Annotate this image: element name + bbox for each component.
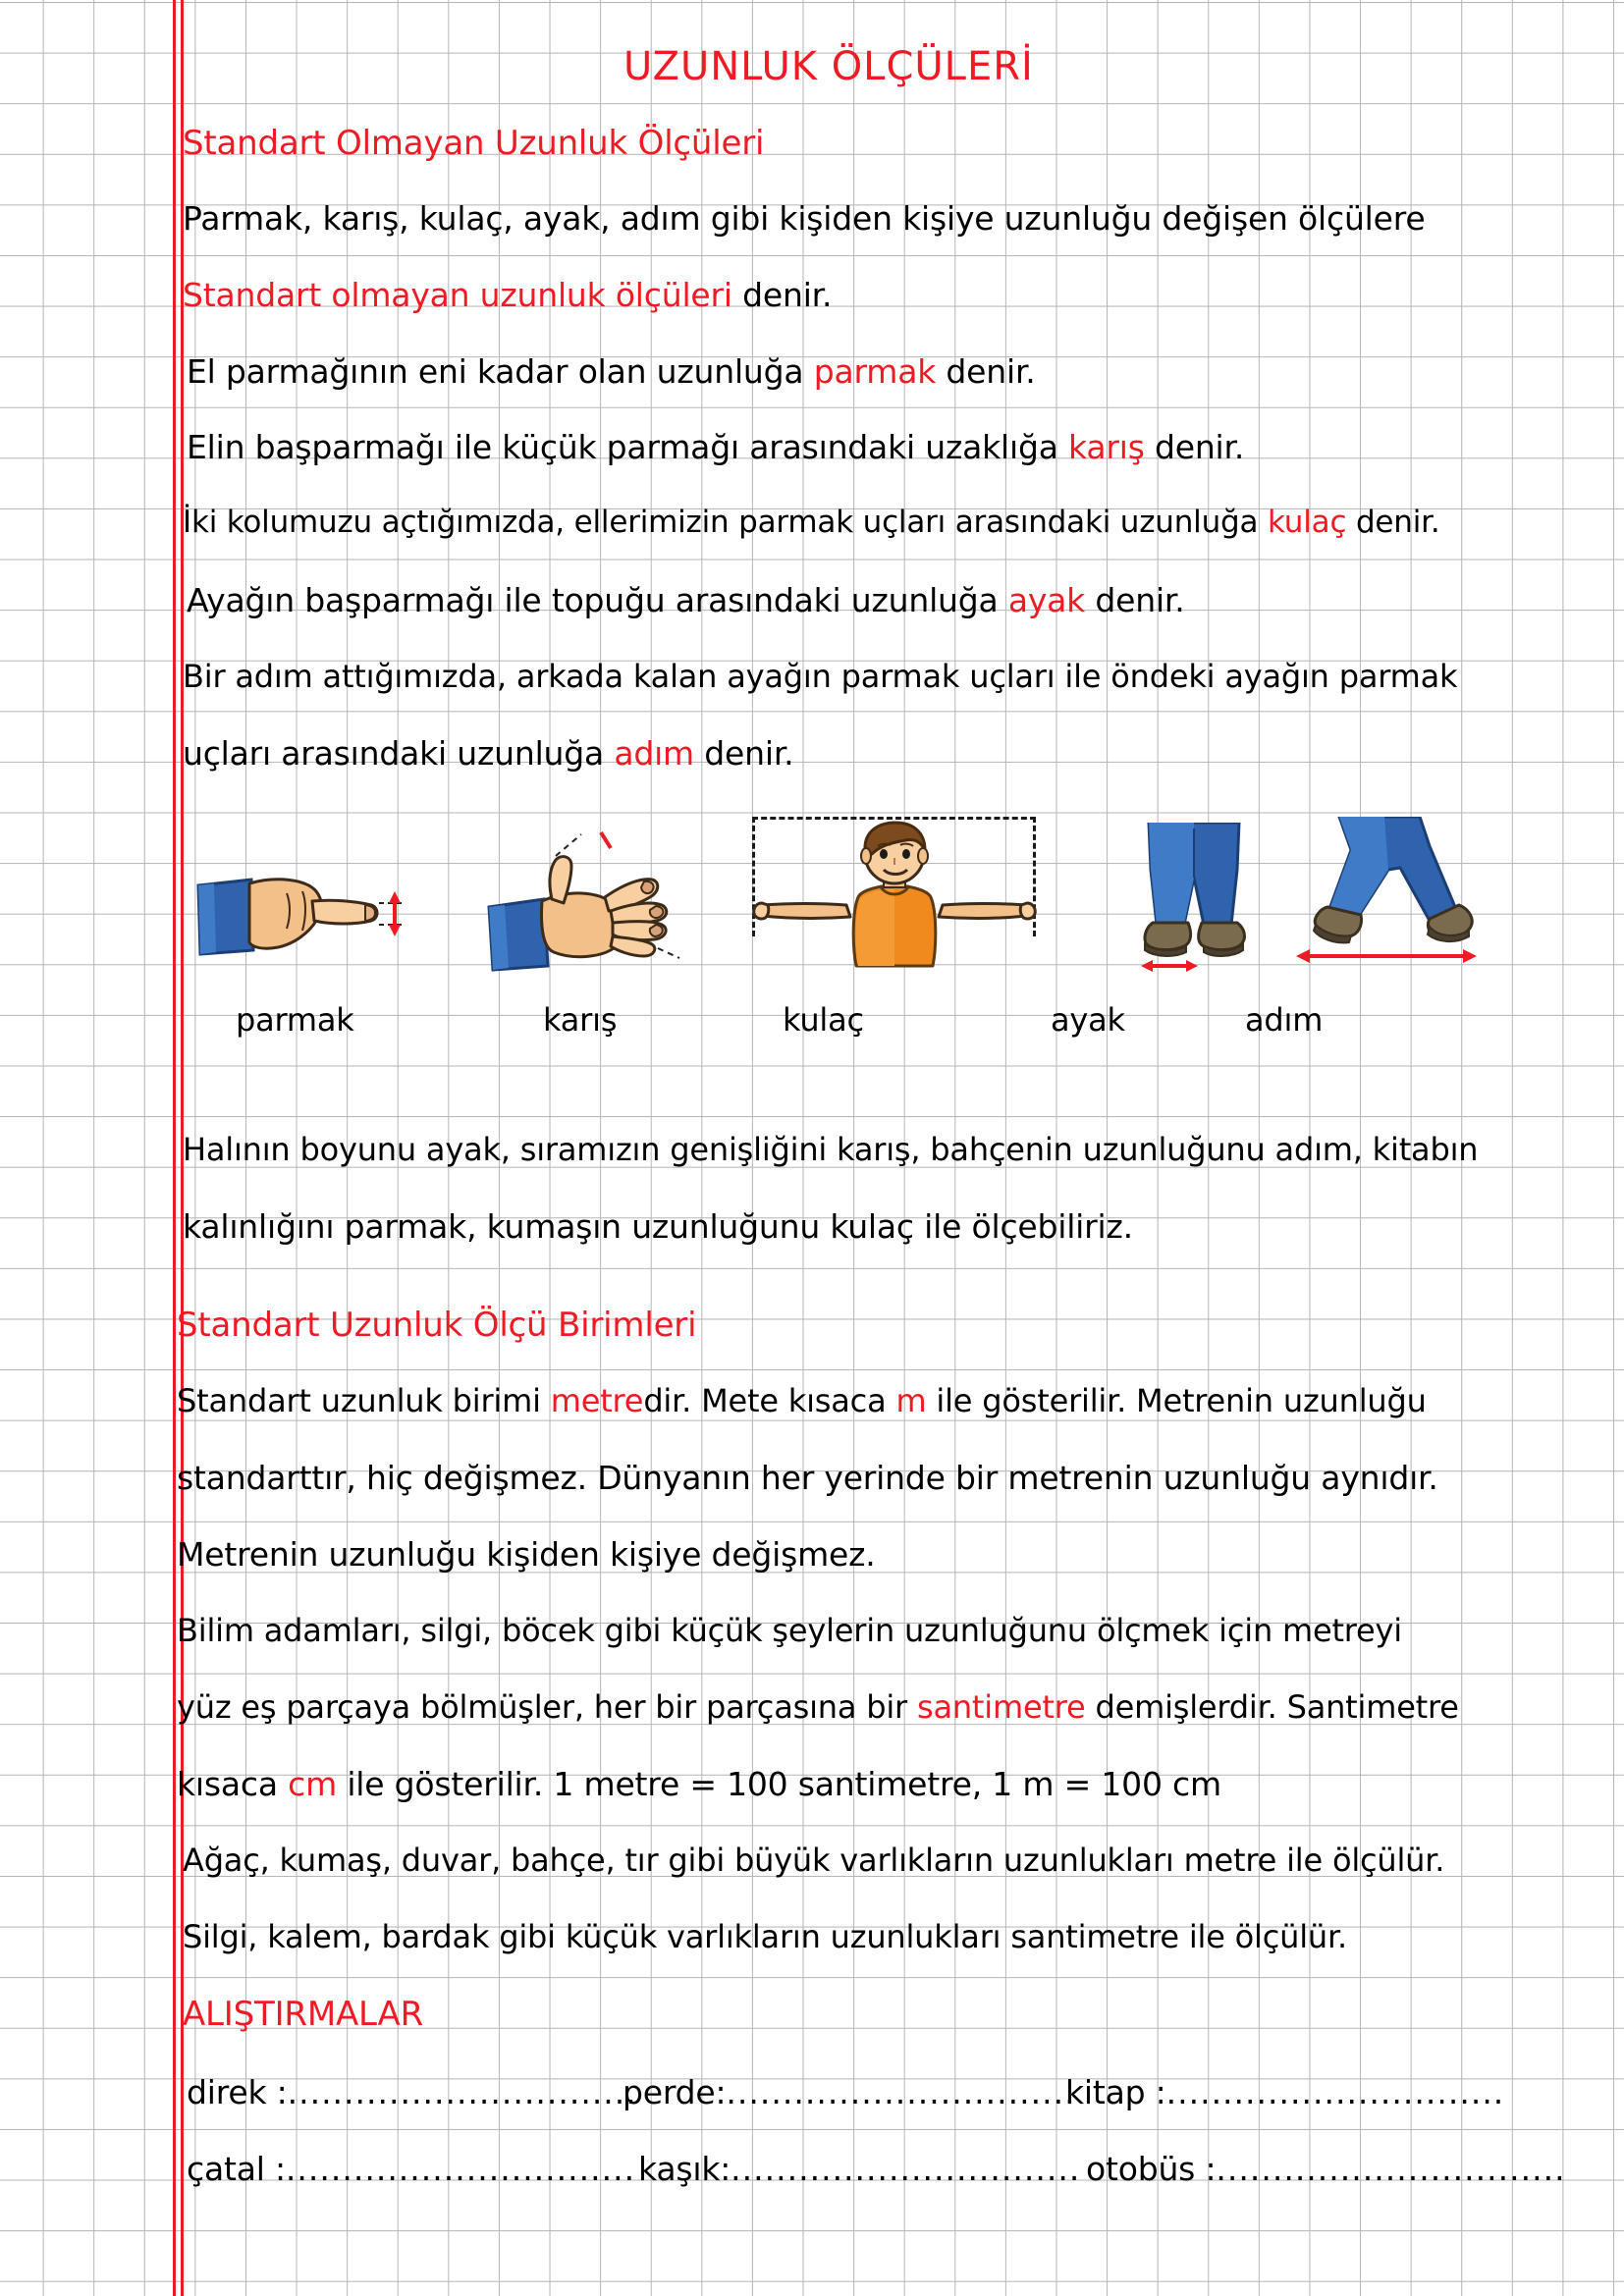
term-cm: cm bbox=[288, 1765, 338, 1803]
kulac-boy-figure bbox=[752, 821, 1037, 974]
ayak-illustration bbox=[1106, 823, 1282, 972]
standard-paragraph-3: Metrenin uzunluğu kişiden kişiye değişmez. bbox=[177, 1535, 876, 1574]
exercise-item-kasik[interactable] bbox=[638, 2150, 1080, 2188]
definition-parmak-term: parmak bbox=[813, 352, 937, 391]
intro-line-1: Parmak, karış, kulaç, ayak, adım gibi kişiden kişiye uzunluğu değişen ölçülere bbox=[183, 199, 1426, 238]
exercise-blank-direk[interactable]: ............................... bbox=[287, 2073, 637, 2111]
definition-parmak-after: denir. bbox=[936, 352, 1036, 391]
exercise-item-perde[interactable] bbox=[623, 2073, 1076, 2111]
intro-term-nonstandard: Standart olmayan uzunluk ölçüleri bbox=[183, 276, 732, 314]
definition-adim-after: denir. bbox=[694, 734, 794, 773]
definition-kulac-before: İki kolumuzu açtığımızda, ellerimizin parmak uçları arasındaki uzunluğa bbox=[183, 505, 1268, 540]
exercise-blank-catal[interactable]: ............................... bbox=[285, 2150, 636, 2188]
standard-p1-a: Standart uzunluk birimi bbox=[177, 1382, 551, 1419]
summary-line-2: kalınlığını parmak, kumaşın uzunluğunu kulaç ile ölçebiliriz. bbox=[183, 1207, 1133, 1246]
definition-adim-term: adım bbox=[614, 734, 694, 773]
kulac-bracket-top bbox=[752, 817, 1036, 820]
exercise-blank-perde[interactable]: ............................... bbox=[726, 2073, 1076, 2111]
definition-ayak-term: ayak bbox=[1007, 581, 1086, 619]
figure-label-parmak: parmak bbox=[236, 1001, 354, 1039]
standard-paragraph-4: Bilim adamları, silgi, böcek gibi küçük şeylerin uzunluğunu ölçmek için metreyi bbox=[177, 1612, 1402, 1649]
standard-p5-b: demişlerdir. Santimetre bbox=[1085, 1688, 1459, 1726]
standard-paragraph-5 bbox=[177, 1688, 1459, 1726]
margin-rule-left bbox=[173, 0, 176, 2296]
kulac-illustration bbox=[752, 817, 1037, 974]
page-title: UZUNLUK ÖLÇÜLERİ bbox=[623, 44, 1034, 89]
term-m: m bbox=[895, 1382, 927, 1419]
adim-illustration bbox=[1282, 817, 1489, 972]
standard-paragraph-2: standarttır, hiç değişmez. Dünyanın her yerinde bir metrenin uzunluğu aynıdır. bbox=[177, 1459, 1438, 1497]
definition-ayak-before: Ayağın başparmağı ile topuğu arasındaki uzunluğa bbox=[187, 581, 1008, 619]
figure-label-karis: karış bbox=[543, 1001, 618, 1039]
summary-line-1: Halının boyunu ayak, sıramızın genişliğini karış, bahçenin uzunluğunu adım, kitabın bbox=[183, 1131, 1479, 1168]
exercise-item-catal[interactable] bbox=[187, 2150, 635, 2188]
standard-p6-a: kısaca bbox=[177, 1765, 289, 1803]
exercise-item-otobus[interactable] bbox=[1086, 2150, 1566, 2188]
exercise-blank-kasik[interactable]: ............................... bbox=[731, 2150, 1081, 2188]
exercise-label-catal: çatal : bbox=[187, 2150, 286, 2188]
figure-label-adim: adım bbox=[1245, 1001, 1324, 1039]
exercise-label-kasik: kaşık: bbox=[638, 2150, 731, 2188]
standard-p1-c: ile gösterilir. Metrenin uzunluğu bbox=[926, 1382, 1427, 1419]
exercise-label-otobus: otobüs : bbox=[1086, 2150, 1217, 2188]
exercises-heading: ALIŞTIRMALAR bbox=[183, 1995, 424, 2034]
definition-ayak bbox=[187, 581, 1185, 619]
exercise-item-kitap[interactable] bbox=[1065, 2073, 1504, 2111]
standard-p5-a: yüz eş parçaya bölmüşler, her bir parçasına bir bbox=[177, 1688, 917, 1726]
term-metre: metre bbox=[550, 1382, 644, 1419]
definition-adim-line-2 bbox=[183, 734, 793, 773]
definition-adim-line-1: Bir adım attığımızda, arkada kalan ayağın parmak uçları ile öndeki ayağın parmak bbox=[183, 658, 1458, 695]
definition-karis-term: karış bbox=[1068, 428, 1145, 466]
measurement-illustrations bbox=[192, 817, 1420, 974]
exercise-label-kitap: kitap : bbox=[1065, 2073, 1166, 2111]
definition-parmak-before: El parmağının eni kadar olan uzunluğa bbox=[187, 352, 814, 391]
karis-illustration bbox=[487, 823, 713, 972]
exercise-item-direk[interactable] bbox=[187, 2073, 637, 2111]
figure-label-kulac: kulaç bbox=[783, 1001, 864, 1039]
exercise-label-direk: direk : bbox=[187, 2073, 288, 2111]
standard-p6-b: ile gösterilir. 1 metre = 100 santimetre, 1 m = 100 cm bbox=[337, 1765, 1221, 1803]
definition-parmak bbox=[187, 352, 1036, 391]
intro-line-2 bbox=[183, 276, 832, 314]
exercise-label-perde: perde: bbox=[623, 2073, 727, 2111]
standard-paragraph-6 bbox=[177, 1765, 1221, 1803]
definition-kulac bbox=[183, 505, 1440, 540]
definition-kulac-term: kulaç bbox=[1267, 505, 1347, 540]
definition-karis-after: denir. bbox=[1144, 428, 1245, 466]
figure-label-ayak: ayak bbox=[1051, 1001, 1125, 1039]
intro-line-2-tail: denir. bbox=[731, 276, 833, 314]
standard-paragraph-1 bbox=[177, 1382, 1427, 1419]
standard-p1-b: dir. Mete kısaca bbox=[643, 1382, 896, 1419]
section-heading-standard: Standart Uzunluk Ölçü Birimleri bbox=[177, 1306, 697, 1345]
parmak-illustration bbox=[192, 844, 418, 972]
definition-kulac-after: denir. bbox=[1346, 505, 1440, 540]
definition-ayak-after: denir. bbox=[1085, 581, 1185, 619]
exercise-blank-kitap[interactable]: .............................. bbox=[1165, 2073, 1505, 2111]
term-santimetre: santimetre bbox=[916, 1688, 1086, 1726]
definition-adim-before: uçları arasındaki uzunluğa bbox=[183, 734, 615, 773]
definition-karis-before: Elin başparmağı ile küçük parmağı arasındaki uzaklığa bbox=[187, 428, 1069, 466]
definition-karis bbox=[187, 428, 1244, 466]
section-heading-nonstandard: Standart Olmayan Uzunluk Ölçüleri bbox=[183, 124, 765, 163]
standard-paragraph-7: Ağaç, kumaş, duvar, bahçe, tır gibi büyük varlıkların uzunlukları metre ile ölçülür. bbox=[183, 1842, 1445, 1879]
exercise-blank-otobus[interactable]: ............................... bbox=[1216, 2150, 1566, 2188]
standard-paragraph-8: Silgi, kalem, bardak gibi küçük varlıkların uzunlukları santimetre ile ölçülür. bbox=[183, 1918, 1347, 1955]
